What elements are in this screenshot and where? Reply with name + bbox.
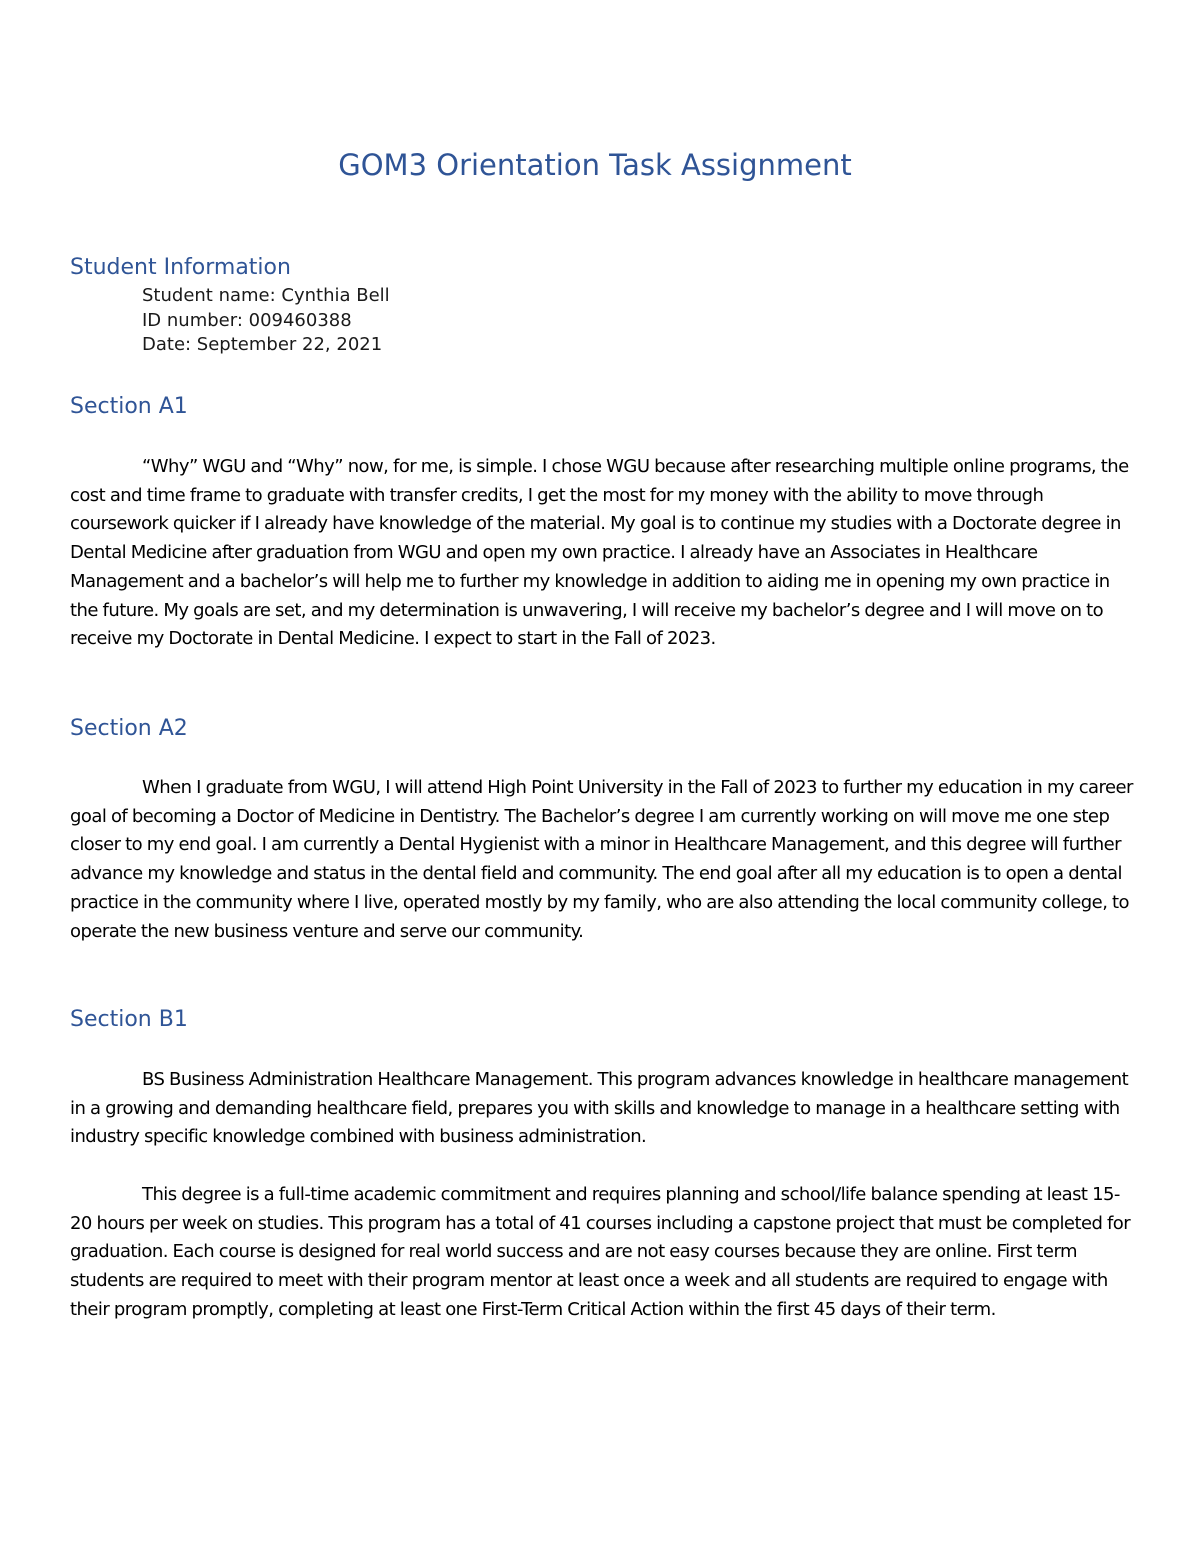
student-id-line: ID number: 009460388 xyxy=(142,309,352,331)
section-a1-heading: Section A1 xyxy=(70,394,188,419)
student-info-block xyxy=(142,284,390,358)
section-b1-paragraph-2: This degree is a full-time academic commitment and requires planning and school/life balance spending at least 15-20 hours per week on studies. This program has a total of 41 courses including a capstone project that must be completed for graduation. Each course is designed for real world success and are not easy courses because they are online. First term students are required to meet with their program mentor at least once a week and all students are required to engage with their program promptly, completing at least one First-Term Critical Action within the first 45 days of their term. xyxy=(70,1184,1131,1320)
section-a2-heading: Section A2 xyxy=(70,716,188,741)
section-a1-paragraph: “Why” WGU and “Why” now, for me, is simple. I chose WGU because after researching multiple online programs, the cost and time frame to graduate with transfer credits, I get the most for my money with the ability to move through coursework quicker if I already have knowledge of the material. My goal is to continue my studies with a Doctorate degree in Dental Medicine after graduation from WGU and open my own practice. I already have an Associates in Healthcare Management and a bachelor’s will help me to further my knowledge in addition to aiding me in opening my own practice in the future. My goals are set, and my determination is unwavering, I will receive my bachelor’s degree and I will move on to receive my Doctorate in Dental Medicine. I expect to start in the Fall of 2023. xyxy=(70,456,1129,650)
student-date-line: Date: September 22, 2021 xyxy=(142,334,383,355)
section-b1-heading: Section B1 xyxy=(70,1007,188,1032)
student-name-line: Student name: Cynthia Bell xyxy=(142,285,390,306)
student-info-heading: Student Information xyxy=(70,255,291,280)
section-b1-paragraph-1: BS Business Administration Healthcare Management. This program advances knowledge in healthcare management in a growing and demanding healthcare field, prepares you with skills and knowledge to manage in a healthcare setting with industry specific knowledge combined with business administration. xyxy=(70,1069,1129,1148)
document-title: GOM3 Orientation Task Assignment xyxy=(338,148,852,182)
section-a2-paragraph: When I graduate from WGU, I will attend High Point University in the Fall of 2023 to further my education in my career goal of becoming a Doctor of Medicine in Dentistry. The Bachelor’s degree I am currently working on will move me one step closer to my end goal. I am currently a Dental Hygienist with a minor in Healthcare Management, and this degree will further advance my knowledge and status in the dental field and community. The end goal after all my education is to open a dental practice in the community where I live, operated mostly by my family, who are also attending the local community college, to operate the new business venture and serve our community. xyxy=(70,777,1133,942)
